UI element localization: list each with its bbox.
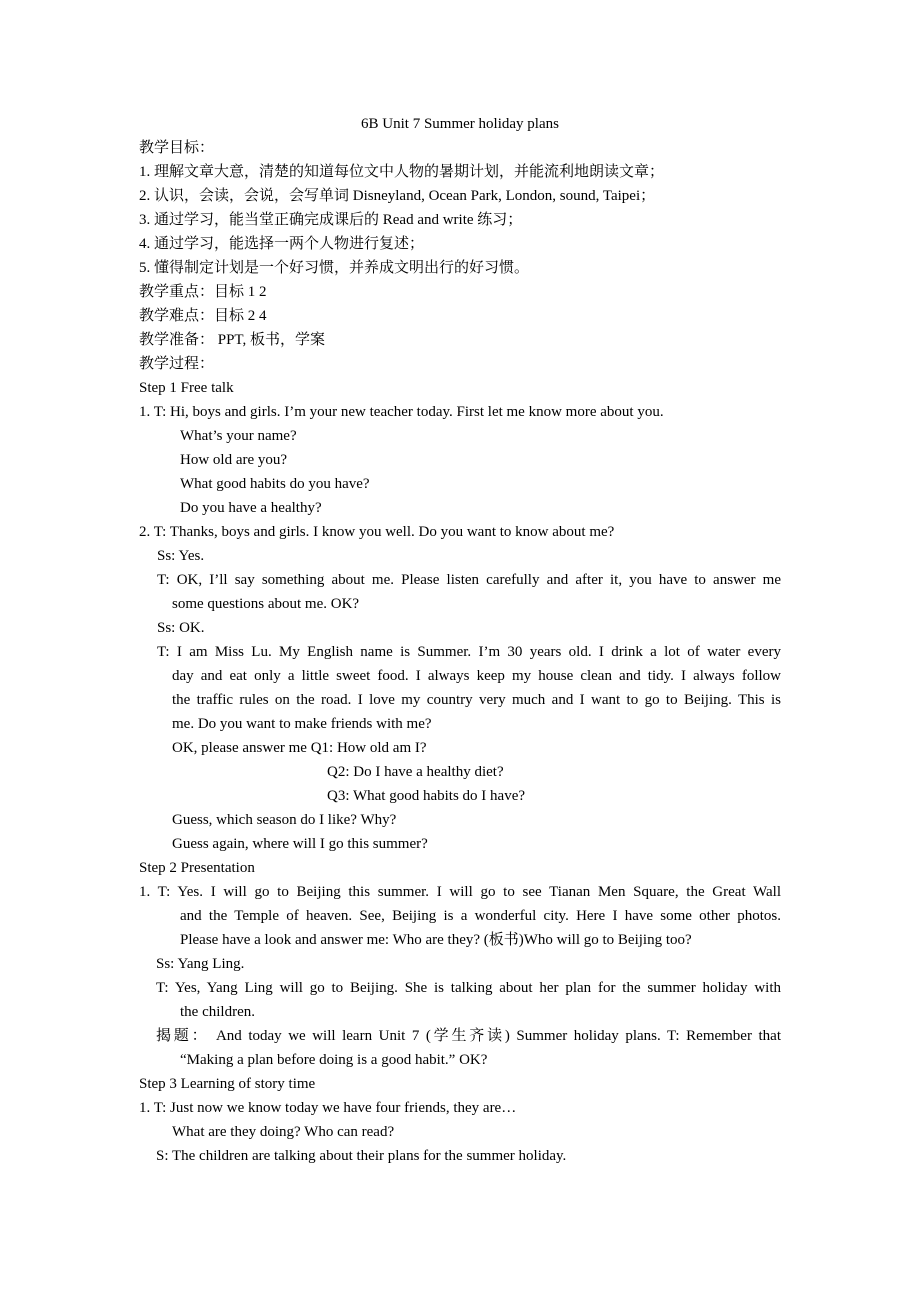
step1-question: Do you have a healthy? (180, 500, 322, 516)
step1-item1: 1. T: Hi, boys and girls. I’m your new teacher today. First let me know more about you. (139, 404, 664, 420)
step1-t-ok-line: some questions about me. OK? (172, 596, 360, 612)
step1-guess: Guess, which season do I like? Why? (172, 812, 397, 828)
objective-item: 3. 通过学习，能当堂正确完成课后的 Read and write 练习； (139, 212, 523, 228)
step2-reveal-line: 揭题： And today we will learn Unit 7 (学生齐读) Summer holiday plans. T: Remember that (156, 1028, 781, 1044)
step3-line: 1. T: Just now we know today we have four friends, they are… (139, 1100, 517, 1116)
objective-item: 5. 懂得制定计划是一个好习惯，并养成文明出行的好习惯。 (139, 260, 530, 276)
step1-q2: Q2: Do I have a healthy diet? (327, 764, 504, 780)
step1-t-intro-line: day and eat only a little sweet food. I always keep my house clean and tidy. I always follow (172, 668, 781, 684)
step2-t-yes-line: the children. (180, 1004, 255, 1020)
step3-line: S: The children are talking about their plans for the summer holiday. (156, 1148, 567, 1164)
step1-t-intro-line: the traffic rules on the road. I love my country very much and I want to go to Beijing. This is (172, 692, 781, 708)
step2-line: 1. T: Yes. I will go to Beijing this summer. I will go to see Tianan Men Square, the Great Wall (139, 884, 781, 900)
difficulties: 教学难点：目标 2 4 (139, 308, 267, 324)
document-title: 6B Unit 7 Summer holiday plans (361, 116, 559, 132)
step1-t-intro-line: T: I am Miss Lu. My English name is Summer. I’m 30 years old. I drink a lot of water every (157, 644, 781, 660)
step1-t-intro-line: me. Do you want to make friends with me? (172, 716, 432, 732)
objective-item: 4. 通过学习，能选择一两个人物进行复述； (139, 236, 425, 252)
step2-line: and the Temple of heaven. See, Beijing is a wonderful city. Here I have some other photos. (180, 908, 781, 924)
step1-guess: Guess again, where will I go this summer? (172, 836, 428, 852)
step2-line: Please have a look and answer me: Who are they? (板书)Who will go to Beijing too? (180, 932, 692, 948)
step3-line: What are they doing? Who can read? (172, 1124, 395, 1140)
step3-heading: Step 3 Learning of story time (139, 1076, 316, 1092)
step2-reveal-line: “Making a plan before doing is a good habit.” OK? (180, 1052, 488, 1068)
step1-ss-yes: Ss: Yes. (157, 548, 205, 564)
preparation: 教学准备： PPT, 板书，学案 (139, 332, 325, 348)
step1-question: What good habits do you have? (180, 476, 370, 492)
objective-item: 1. 理解文章大意，清楚的知道每位文中人物的暑期计划，并能流利地朗读文章； (139, 164, 665, 180)
key-points: 教学重点：目标 1 2 (139, 284, 267, 300)
step1-question: How old are you? (180, 452, 288, 468)
step2-ss-yangling: Ss: Yang Ling. (156, 956, 245, 972)
step2-t-yes-line: T: Yes, Yang Ling will go to Beijing. She is talking about her plan for the summer holiday with (156, 980, 781, 996)
step1-q3: Q3: What good habits do I have? (327, 788, 526, 804)
step1-item2: 2. T: Thanks, boys and girls. I know you well. Do you want to know about me? (139, 524, 615, 540)
step1-question: What’s your name? (180, 428, 297, 444)
step1-q1: OK, please answer me Q1: How old am I? (172, 740, 427, 756)
step1-ss-ok: Ss: OK. (157, 620, 205, 636)
step1-t-ok-line: T: OK, I’ll say something about me. Please listen carefully and after it, you have to answer me (157, 572, 781, 588)
step2-heading: Step 2 Presentation (139, 860, 255, 876)
objectives-heading: 教学目标： (139, 140, 215, 156)
step1-heading: Step 1 Free talk (139, 380, 234, 396)
objective-item: 2. 认识，会读，会说，会写单词 Disneyland, Ocean Park, London, sound, Taipei； (139, 188, 656, 204)
process-heading: 教学过程： (139, 356, 215, 372)
